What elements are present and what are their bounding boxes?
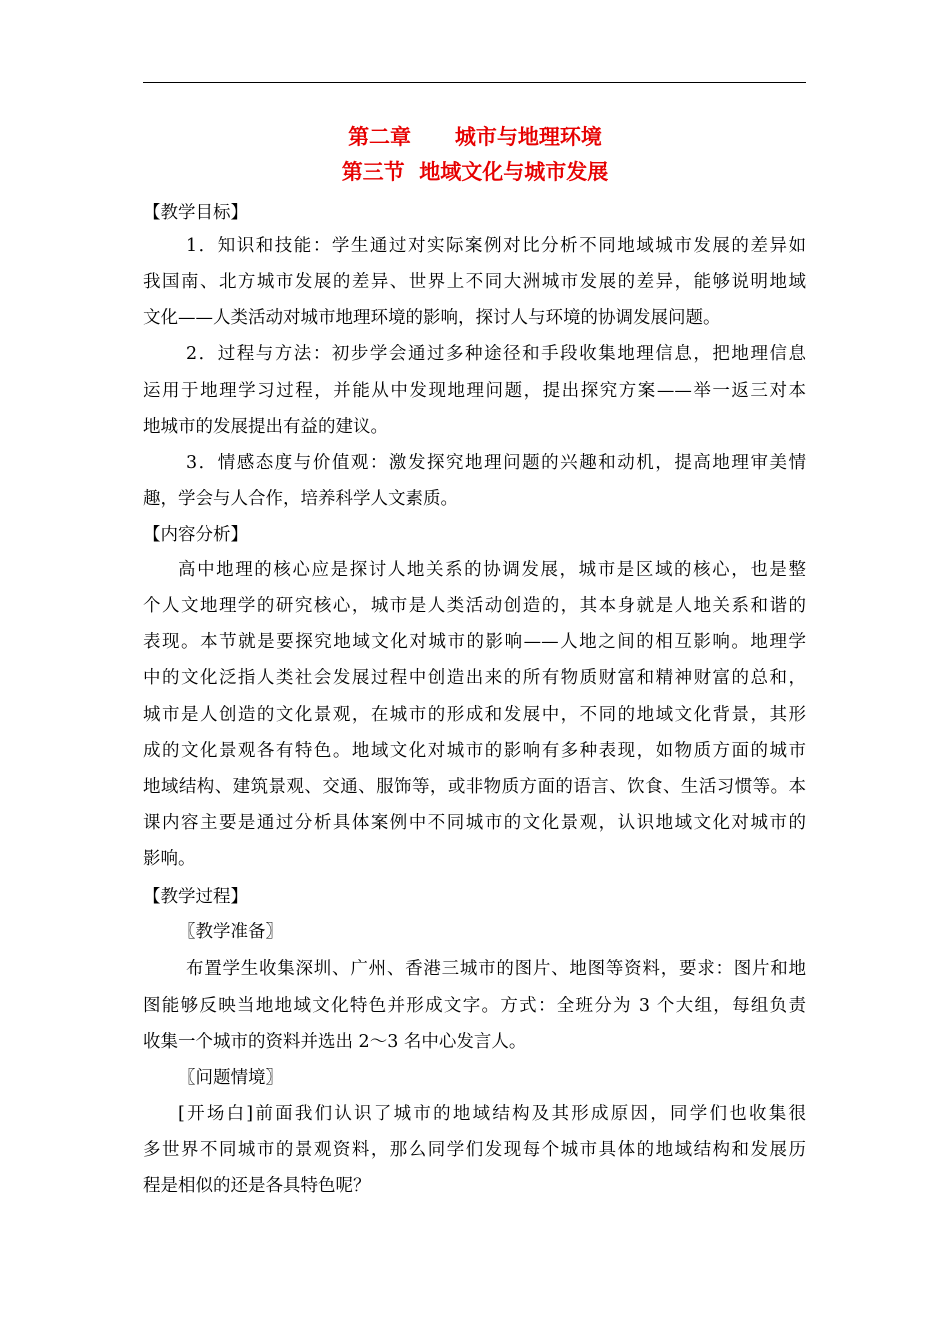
heading-goals: 【教学目标】 [143,203,248,223]
analysis-line: 课内容主要是通过分析具体案例中不同城市的文化景观，认识地域文化对城市的 [143,813,806,833]
analysis-line: 成的文化景观各有特色。地域文化对城市的影响有多种表现，如物质方面的城市 [143,741,806,761]
analysis-line: 表现。本节就是要探究地域文化对城市的影响——人地之间的相互影响。地理学 [143,632,806,652]
analysis-line: 城市是人创造的文化景观，在城市的形成和发展中，不同的地域文化背景，其形 [143,705,806,725]
analysis-line: 地域结构、建筑景观、交通、服饰等，或非物质方面的语言、饮食、生活习惯等。本 [143,777,806,797]
analysis-line: 高中地理的核心应是探讨人地关系的协调发展，城市是区域的核心，也是整 [178,560,806,580]
chapter-title: 第二章 城市与地理环境 [348,125,602,149]
prep-line: 收集一个城市的资料并选出 2～3 名中心发言人。 [143,1032,527,1052]
goals-p1-line: 文化——人类活动对城市地理环境的影响，探讨人与环境的协调发展问题。 [143,308,721,328]
goals-p2-line: 运用于地理学习过程，并能从中发现地理问题，提出探究方案——举一返三对本 [143,381,806,401]
goals-p1-line: 1．知识和技能：学生通过对实际案例对比分析不同地域城市发展的差异如 [186,236,806,256]
goals-p2-line: 2．过程与方法：初步学会通过多种途径和手段收集地理信息，把地理信息 [186,344,806,364]
heading-process: 【教学过程】 [143,887,248,907]
heading-analysis: 【内容分析】 [143,525,248,545]
section-title: 第三节 地域文化与城市发展 [341,160,609,184]
scenario-line: 程是相似的还是各具特色呢？ [143,1176,371,1196]
scenario-label: 〖问题情境〗 [178,1068,283,1088]
goals-p2-line: 地城市的发展提出有益的建议。 [143,417,388,437]
header-rule [143,82,806,83]
prep-line: 图能够反映当地地域文化特色并形成文字。方式：全班分为 3 个大组，每组负责 [143,996,806,1016]
scenario-line: 多世界不同城市的景观资料，那么同学们发现每个城市具体的地域结构和发展历 [143,1140,806,1160]
prep-label: 〖教学准备〗 [178,922,283,942]
analysis-line: 影响。 [143,849,196,869]
scenario-line: [开场白]前面我们认识了城市的地域结构及其形成原因，同学们也收集很 [178,1104,806,1124]
analysis-line: 个人文地理学的研究核心，城市是人类活动创造的，其本身就是人地关系和谐的 [143,596,806,616]
analysis-line: 中的文化泛指人类社会发展过程中创造出来的所有物质财富和精神财富的总和， [143,668,806,688]
goals-p1-line: 我国南、北方城市发展的差异、世界上不同大洲城市发展的差异，能够说明地域 [143,272,806,292]
prep-line: 布置学生收集深圳、广州、香港三城市的图片、地图等资料，要求：图片和地 [186,959,806,979]
goals-p3-line: 3．情感态度与价值观：激发探究地理问题的兴趣和动机，提高地理审美情 [186,453,806,473]
goals-p3-line: 趣，学会与人合作，培养科学人文素质。 [143,489,458,509]
